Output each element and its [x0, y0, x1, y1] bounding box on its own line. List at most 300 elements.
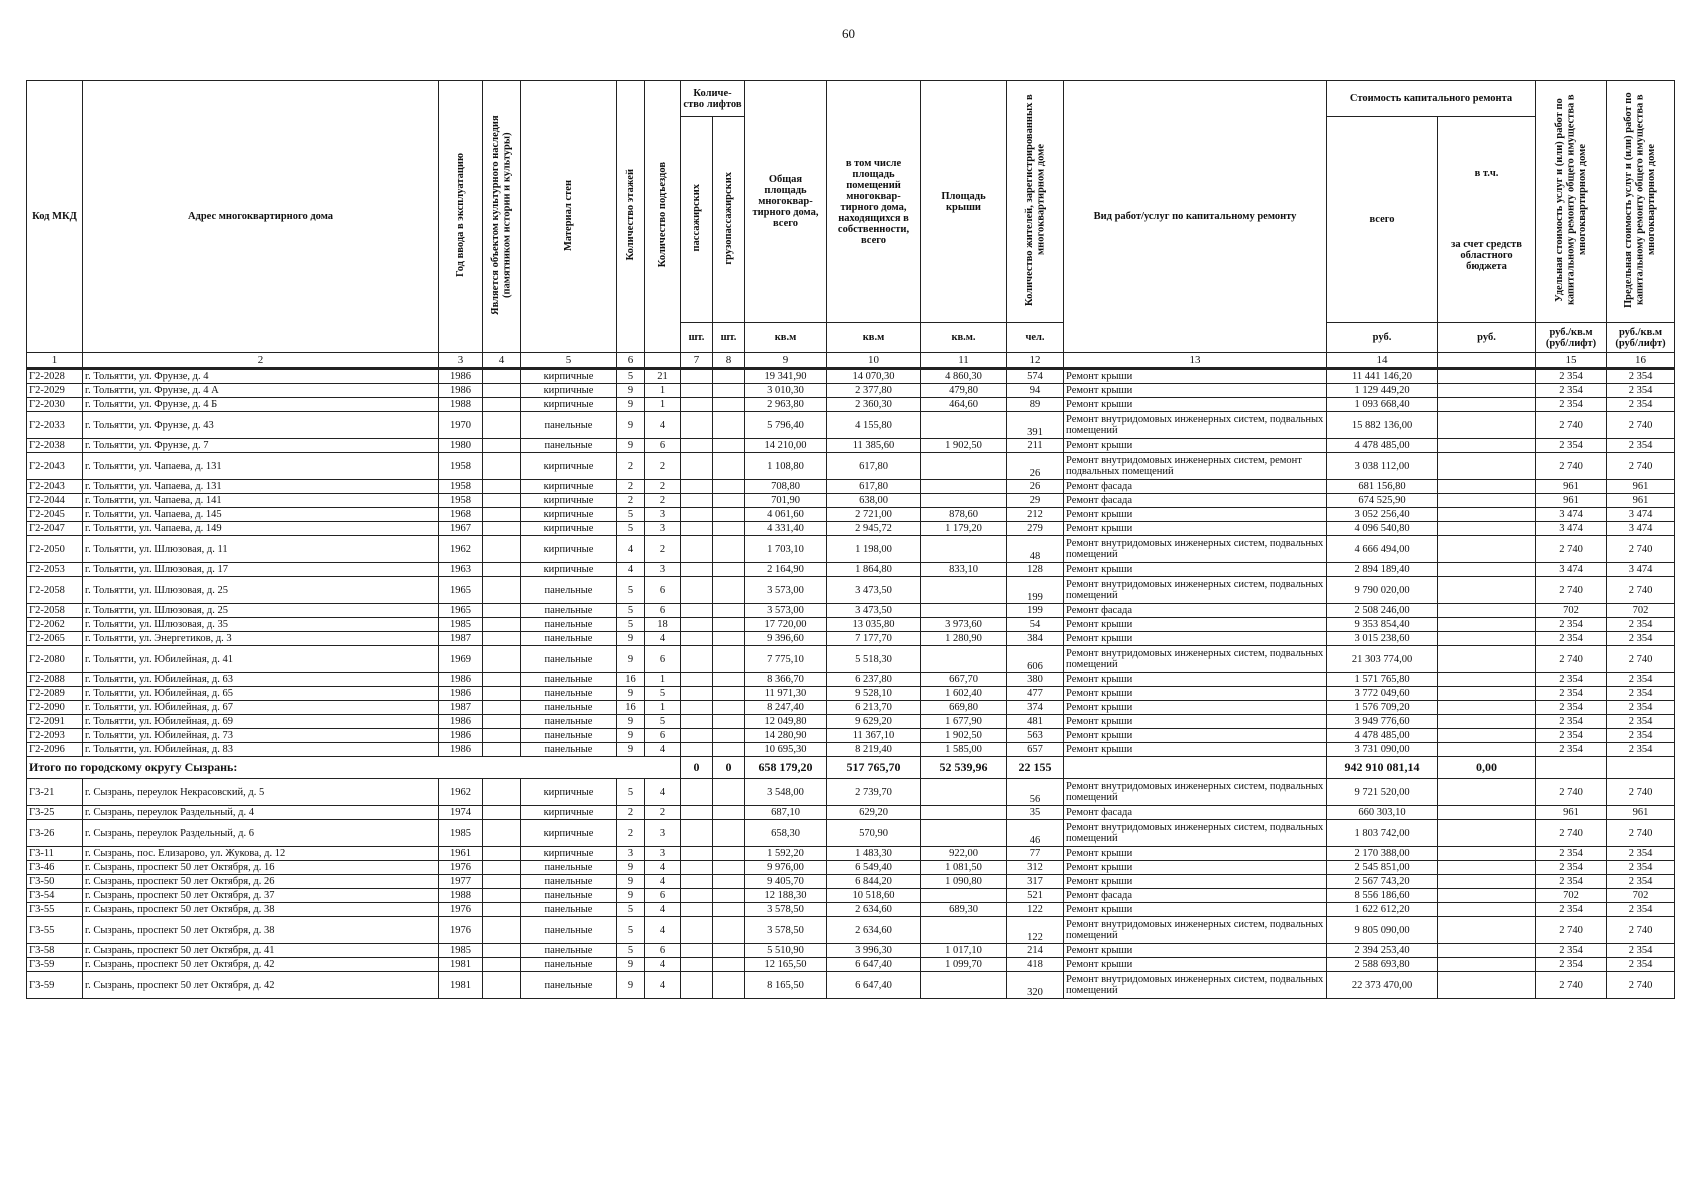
- row-lift-cargo: [713, 917, 745, 944]
- row-roof-area: [921, 820, 1007, 847]
- row-floors: 2: [617, 453, 645, 480]
- row-year: 1980: [439, 439, 483, 453]
- row-cost-regional: [1438, 972, 1536, 999]
- row-heritage: [483, 369, 521, 384]
- row-lift-cargo: [713, 494, 745, 508]
- row-code: Г3-50: [27, 875, 83, 889]
- row-heritage: [483, 889, 521, 903]
- row-lift-cargo: [713, 536, 745, 563]
- row-cost-total: 9 353 854,40: [1327, 618, 1438, 632]
- row-residents: 391: [1007, 412, 1064, 439]
- row-area-owned: 629,20: [827, 806, 921, 820]
- row-wall-material: кирпичные: [521, 820, 617, 847]
- row-lift-passenger: [681, 439, 713, 453]
- row-work-type: Ремонт внутридомовых инженерных систем, подвальных помещений: [1064, 779, 1327, 806]
- row-year: 1976: [439, 861, 483, 875]
- row-residents: 380: [1007, 673, 1064, 687]
- row-code: Г2-2080: [27, 646, 83, 673]
- row-wall-material: панельные: [521, 889, 617, 903]
- row-entrances: 6: [645, 944, 681, 958]
- col-number: 12: [1007, 353, 1064, 369]
- row-entrances: 2: [645, 480, 681, 494]
- row-address: г. Сызрань, проспект 50 лет Октября, д. 37: [83, 889, 439, 903]
- table-row: [27, 729, 1675, 743]
- row-cost-regional: [1438, 480, 1536, 494]
- row-cost-total: 3 731 090,00: [1327, 743, 1438, 757]
- row-lift-passenger: [681, 687, 713, 701]
- row-cost-total: 3 052 256,40: [1327, 508, 1438, 522]
- row-work-type: Ремонт крыши: [1064, 673, 1327, 687]
- row-area-owned: 3 473,50: [827, 604, 921, 618]
- row-floors: 9: [617, 729, 645, 743]
- total-roof: 52 539,96: [921, 757, 1007, 779]
- row-floors: 9: [617, 384, 645, 398]
- row-year: 1988: [439, 398, 483, 412]
- row-lift-cargo: [713, 729, 745, 743]
- row-lift-passenger: [681, 384, 713, 398]
- row-wall-material: панельные: [521, 729, 617, 743]
- row-entrances: 1: [645, 398, 681, 412]
- row-cost-total: 2 394 253,40: [1327, 944, 1438, 958]
- row-wall-material: панельные: [521, 958, 617, 972]
- row-work-type: Ремонт крыши: [1064, 369, 1327, 384]
- header-area-total: Общая площадь многоквар- тирного дома, всего: [745, 81, 827, 323]
- row-year: 1986: [439, 729, 483, 743]
- table-row: [27, 958, 1675, 972]
- row-lift-cargo: [713, 972, 745, 999]
- row-residents: 199: [1007, 604, 1064, 618]
- header-area-owned: в том числе площадь помещений многоквар- тирного дома, находящихся в собственности, всего: [827, 81, 921, 323]
- row-heritage: [483, 522, 521, 536]
- row-max-cost: 2 740: [1607, 536, 1675, 563]
- row-heritage: [483, 508, 521, 522]
- row-lift-cargo: [713, 563, 745, 577]
- row-cost-total: 681 156,80: [1327, 480, 1438, 494]
- total-max: [1607, 757, 1675, 779]
- row-lift-passenger: [681, 917, 713, 944]
- row-code: Г2-2050: [27, 536, 83, 563]
- row-cost-regional: [1438, 577, 1536, 604]
- row-lift-cargo: [713, 701, 745, 715]
- row-floors: 5: [617, 944, 645, 958]
- row-unit-cost: 2 354: [1536, 701, 1607, 715]
- unit-rub: руб.: [1438, 323, 1536, 353]
- row-year: 1967: [439, 522, 483, 536]
- row-unit-cost: 2 354: [1536, 369, 1607, 384]
- row-cost-regional: [1438, 889, 1536, 903]
- row-floors: 2: [617, 494, 645, 508]
- row-cost-total: 9 805 090,00: [1327, 917, 1438, 944]
- header-unit-cost: Удельная стоимость услуг и (или) работ по капитальному ремонту общего имущества в многоквартирном доме: [1553, 94, 1588, 306]
- table-body-togliatti: [27, 369, 1675, 757]
- row-residents: 574: [1007, 369, 1064, 384]
- row-address: г. Тольятти, ул. Шлюзовая, д. 11: [83, 536, 439, 563]
- row-wall-material: кирпичные: [521, 563, 617, 577]
- col-number: 9: [745, 353, 827, 369]
- table-row: [27, 494, 1675, 508]
- row-cost-total: 2 567 743,20: [1327, 875, 1438, 889]
- row-work-type: Ремонт внутридомовых инженерных систем, подвальных помещений: [1064, 412, 1327, 439]
- row-entrances: 2: [645, 536, 681, 563]
- row-entrances: 3: [645, 563, 681, 577]
- table-row: [27, 779, 1675, 806]
- row-wall-material: кирпичные: [521, 847, 617, 861]
- row-area-owned: 3 996,30: [827, 944, 921, 958]
- row-area-owned: 8 219,40: [827, 743, 921, 757]
- row-roof-area: 1 179,20: [921, 522, 1007, 536]
- row-cost-regional: [1438, 412, 1536, 439]
- row-area-owned: 7 177,70: [827, 632, 921, 646]
- row-cost-regional: [1438, 958, 1536, 972]
- col-number: 7: [681, 353, 713, 369]
- col-number: 8: [713, 353, 745, 369]
- row-floors: 2: [617, 820, 645, 847]
- row-lift-cargo: [713, 618, 745, 632]
- row-lift-passenger: [681, 646, 713, 673]
- row-code: Г3-59: [27, 958, 83, 972]
- row-wall-material: панельные: [521, 618, 617, 632]
- row-wall-material: кирпичные: [521, 508, 617, 522]
- row-residents: 35: [1007, 806, 1064, 820]
- row-area-owned: 1 864,80: [827, 563, 921, 577]
- row-lift-passenger: [681, 875, 713, 889]
- row-floors: 9: [617, 412, 645, 439]
- row-unit-cost: 2 354: [1536, 439, 1607, 453]
- row-unit-cost: 3 474: [1536, 563, 1607, 577]
- row-max-cost: 2 740: [1607, 412, 1675, 439]
- row-lift-cargo: [713, 508, 745, 522]
- row-residents: 128: [1007, 563, 1064, 577]
- row-residents: 26: [1007, 453, 1064, 480]
- row-lift-passenger: [681, 604, 713, 618]
- row-area-owned: 570,90: [827, 820, 921, 847]
- row-lift-passenger: [681, 632, 713, 646]
- row-entrances: 6: [645, 889, 681, 903]
- row-address: г. Тольятти, ул. Юбилейная, д. 41: [83, 646, 439, 673]
- row-work-type: Ремонт фасада: [1064, 494, 1327, 508]
- row-max-cost: 2 740: [1607, 972, 1675, 999]
- row-cost-regional: [1438, 701, 1536, 715]
- row-wall-material: панельные: [521, 604, 617, 618]
- row-year: 1958: [439, 453, 483, 480]
- row-cost-regional: [1438, 903, 1536, 917]
- row-max-cost: 961: [1607, 480, 1675, 494]
- row-heritage: [483, 779, 521, 806]
- row-cost-regional: [1438, 508, 1536, 522]
- row-roof-area: [921, 536, 1007, 563]
- row-heritage: [483, 577, 521, 604]
- row-floors: 5: [617, 577, 645, 604]
- row-entrances: 5: [645, 687, 681, 701]
- row-lift-passenger: [681, 563, 713, 577]
- row-residents: 384: [1007, 632, 1064, 646]
- row-cost-total: 21 303 774,00: [1327, 646, 1438, 673]
- row-unit-cost: 702: [1536, 604, 1607, 618]
- table-row: [27, 861, 1675, 875]
- row-wall-material: панельные: [521, 861, 617, 875]
- row-year: 1969: [439, 646, 483, 673]
- row-entrances: 4: [645, 861, 681, 875]
- row-lift-passenger: [681, 536, 713, 563]
- row-year: 1986: [439, 743, 483, 757]
- row-address: г. Тольятти, ул. Юбилейная, д. 69: [83, 715, 439, 729]
- row-floors: 5: [617, 618, 645, 632]
- header-lift-passenger: пассажирских: [690, 184, 702, 252]
- row-cost-total: 4 478 485,00: [1327, 439, 1438, 453]
- row-roof-area: [921, 779, 1007, 806]
- row-cost-total: 22 373 470,00: [1327, 972, 1438, 999]
- row-lift-passenger: [681, 522, 713, 536]
- unit-sqm: кв.м.: [921, 323, 1007, 353]
- row-floors: 9: [617, 958, 645, 972]
- row-wall-material: кирпичные: [521, 522, 617, 536]
- row-floors: 9: [617, 875, 645, 889]
- row-lift-cargo: [713, 522, 745, 536]
- row-heritage: [483, 903, 521, 917]
- row-address: г. Тольятти, ул. Шлюзовая, д. 17: [83, 563, 439, 577]
- row-residents: 56: [1007, 779, 1064, 806]
- row-lift-cargo: [713, 847, 745, 861]
- row-work-type: Ремонт внутридомовых инженерных систем, подвальных помещений: [1064, 646, 1327, 673]
- row-area-total: 3 578,50: [745, 903, 827, 917]
- row-address: г. Тольятти, ул. Юбилейная, д. 67: [83, 701, 439, 715]
- row-address: г. Тольятти, ул. Юбилейная, д. 73: [83, 729, 439, 743]
- row-code: Г3-55: [27, 917, 83, 944]
- row-wall-material: панельные: [521, 972, 617, 999]
- row-residents: 89: [1007, 398, 1064, 412]
- row-code: Г2-2058: [27, 577, 83, 604]
- row-roof-area: 833,10: [921, 563, 1007, 577]
- row-max-cost: 2 354: [1607, 439, 1675, 453]
- row-code: Г2-2043: [27, 480, 83, 494]
- row-code: Г3-54: [27, 889, 83, 903]
- row-area-total: 3 573,00: [745, 604, 827, 618]
- row-residents: 77: [1007, 847, 1064, 861]
- row-address: г. Тольятти, ул. Юбилейная, д. 63: [83, 673, 439, 687]
- table-row: [27, 563, 1675, 577]
- header-cost: Стоимость капитального ремонта: [1327, 81, 1536, 117]
- row-entrances: 2: [645, 494, 681, 508]
- unit-rate: руб./кв.м (руб/лифт): [1536, 323, 1607, 353]
- row-code: Г2-2058: [27, 604, 83, 618]
- row-roof-area: [921, 917, 1007, 944]
- row-area-owned: 6 549,40: [827, 861, 921, 875]
- row-floors: 9: [617, 972, 645, 999]
- row-area-owned: 2 634,60: [827, 917, 921, 944]
- row-cost-regional: [1438, 536, 1536, 563]
- row-unit-cost: 2 740: [1536, 412, 1607, 439]
- row-cost-total: 4 478 485,00: [1327, 729, 1438, 743]
- row-lift-passenger: [681, 618, 713, 632]
- row-unit-cost: 2 354: [1536, 958, 1607, 972]
- row-roof-area: 689,30: [921, 903, 1007, 917]
- row-cost-total: 2 545 851,00: [1327, 861, 1438, 875]
- unit-sqm: кв.м: [827, 323, 921, 353]
- row-floors: 2: [617, 806, 645, 820]
- row-area-owned: 617,80: [827, 480, 921, 494]
- row-address: г. Сызрань, проспект 50 лет Октября, д. 41: [83, 944, 439, 958]
- row-heritage: [483, 743, 521, 757]
- row-work-type: Ремонт крыши: [1064, 384, 1327, 398]
- row-cost-total: 15 882 136,00: [1327, 412, 1438, 439]
- row-floors: 5: [617, 604, 645, 618]
- row-heritage: [483, 847, 521, 861]
- row-area-total: 12 188,30: [745, 889, 827, 903]
- row-area-owned: 10 518,60: [827, 889, 921, 903]
- row-floors: 5: [617, 522, 645, 536]
- row-unit-cost: 2 354: [1536, 632, 1607, 646]
- row-area-owned: 2 377,80: [827, 384, 921, 398]
- row-address: г. Сызрань, переулок Раздельный, д. 4: [83, 806, 439, 820]
- total-area: 658 179,20: [745, 757, 827, 779]
- row-lift-passenger: [681, 779, 713, 806]
- row-roof-area: 479,80: [921, 384, 1007, 398]
- row-floors: 4: [617, 536, 645, 563]
- row-code: Г3-46: [27, 861, 83, 875]
- header-residents: Количество жителей, зарегистрированных в многоквартирном доме: [1023, 94, 1046, 306]
- row-year: 1986: [439, 369, 483, 384]
- row-cost-total: 3 015 238,60: [1327, 632, 1438, 646]
- row-max-cost: 2 740: [1607, 453, 1675, 480]
- row-heritage: [483, 439, 521, 453]
- row-work-type: Ремонт крыши: [1064, 687, 1327, 701]
- row-lift-passenger: [681, 958, 713, 972]
- row-roof-area: 1 585,00: [921, 743, 1007, 757]
- row-wall-material: кирпичные: [521, 398, 617, 412]
- row-roof-area: [921, 480, 1007, 494]
- row-code: Г3-58: [27, 944, 83, 958]
- header-max-cost: Предельная стоимость услуг и (или) работ по капитальному ремонту общего имущества в многоквартирном доме: [1623, 92, 1658, 308]
- row-area-total: 8 247,40: [745, 701, 827, 715]
- row-lift-cargo: [713, 820, 745, 847]
- header-year: Год ввода в эксплуатацию: [454, 152, 466, 278]
- table-row: [27, 820, 1675, 847]
- row-year: 1958: [439, 480, 483, 494]
- row-max-cost: 2 740: [1607, 917, 1675, 944]
- row-cost-regional: [1438, 632, 1536, 646]
- row-year: 1963: [439, 563, 483, 577]
- row-area-total: 3 548,00: [745, 779, 827, 806]
- row-year: 1986: [439, 715, 483, 729]
- table-row: [27, 577, 1675, 604]
- row-lift-passenger: [681, 673, 713, 687]
- row-address: г. Тольятти, ул. Юбилейная, д. 83: [83, 743, 439, 757]
- unit-pcs: шт.: [681, 323, 713, 353]
- row-roof-area: [921, 806, 1007, 820]
- row-area-total: 1 592,20: [745, 847, 827, 861]
- row-address: г. Тольятти, ул. Чапаева, д. 145: [83, 508, 439, 522]
- row-area-owned: 9 528,10: [827, 687, 921, 701]
- row-year: 1986: [439, 384, 483, 398]
- row-cost-total: 8 556 186,60: [1327, 889, 1438, 903]
- row-max-cost: 702: [1607, 889, 1675, 903]
- row-lift-cargo: [713, 604, 745, 618]
- row-lift-cargo: [713, 958, 745, 972]
- row-unit-cost: 2 740: [1536, 820, 1607, 847]
- row-work-type: Ремонт внутридомовых инженерных систем, подвальных помещений: [1064, 820, 1327, 847]
- row-lift-cargo: [713, 687, 745, 701]
- row-heritage: [483, 944, 521, 958]
- row-entrances: 21: [645, 369, 681, 384]
- row-code: Г2-2096: [27, 743, 83, 757]
- row-area-total: 8 165,50: [745, 972, 827, 999]
- row-code: Г3-59: [27, 972, 83, 999]
- row-wall-material: панельные: [521, 632, 617, 646]
- row-code: Г3-21: [27, 779, 83, 806]
- row-area-total: 3 010,30: [745, 384, 827, 398]
- row-entrances: 1: [645, 384, 681, 398]
- row-roof-area: 1 099,70: [921, 958, 1007, 972]
- table-row: [27, 480, 1675, 494]
- row-code: Г2-2030: [27, 398, 83, 412]
- row-area-total: 658,30: [745, 820, 827, 847]
- row-work-type: Ремонт крыши: [1064, 632, 1327, 646]
- row-entrances: 4: [645, 917, 681, 944]
- row-unit-cost: 2 354: [1536, 847, 1607, 861]
- row-unit-cost: 2 740: [1536, 453, 1607, 480]
- unit-rub: руб.: [1327, 323, 1438, 353]
- row-area-total: 14 280,90: [745, 729, 827, 743]
- row-lift-cargo: [713, 632, 745, 646]
- row-residents: 122: [1007, 917, 1064, 944]
- row-lift-cargo: [713, 779, 745, 806]
- row-year: 1987: [439, 701, 483, 715]
- row-cost-total: 1 803 742,00: [1327, 820, 1438, 847]
- row-cost-total: 3 772 049,60: [1327, 687, 1438, 701]
- row-residents: 122: [1007, 903, 1064, 917]
- table-row: [27, 412, 1675, 439]
- row-floors: 9: [617, 889, 645, 903]
- row-entrances: 6: [645, 729, 681, 743]
- row-floors: 9: [617, 715, 645, 729]
- row-unit-cost: 2 354: [1536, 384, 1607, 398]
- row-entrances: 6: [645, 439, 681, 453]
- table-row: [27, 536, 1675, 563]
- row-address: г. Тольятти, ул. Чапаева, д. 131: [83, 480, 439, 494]
- row-wall-material: кирпичные: [521, 453, 617, 480]
- table-row: [27, 522, 1675, 536]
- row-entrances: 2: [645, 806, 681, 820]
- row-roof-area: 1 280,90: [921, 632, 1007, 646]
- row-roof-area: 922,00: [921, 847, 1007, 861]
- row-area-owned: 617,80: [827, 453, 921, 480]
- row-floors: 9: [617, 632, 645, 646]
- row-max-cost: 2 354: [1607, 369, 1675, 384]
- header-cost-regional: [1438, 117, 1536, 323]
- row-heritage: [483, 861, 521, 875]
- row-roof-area: [921, 889, 1007, 903]
- col-number: 13: [1064, 353, 1327, 369]
- row-area-owned: 3 473,50: [827, 577, 921, 604]
- row-cost-total: 9 790 020,00: [1327, 577, 1438, 604]
- row-work-type: Ремонт фасада: [1064, 889, 1327, 903]
- row-lift-passenger: [681, 494, 713, 508]
- row-heritage: [483, 806, 521, 820]
- total-row: [27, 757, 1675, 779]
- row-work-type: Ремонт крыши: [1064, 563, 1327, 577]
- row-cost-regional: [1438, 779, 1536, 806]
- row-year: 1961: [439, 847, 483, 861]
- row-entrances: 3: [645, 820, 681, 847]
- table-row: [27, 632, 1675, 646]
- row-unit-cost: 2 354: [1536, 743, 1607, 757]
- row-area-owned: 14 070,30: [827, 369, 921, 384]
- row-residents: 312: [1007, 861, 1064, 875]
- row-year: 1962: [439, 536, 483, 563]
- table-row: [27, 972, 1675, 999]
- row-address: г. Тольятти, ул. Фрунзе, д. 4 Б: [83, 398, 439, 412]
- row-max-cost: 3 474: [1607, 563, 1675, 577]
